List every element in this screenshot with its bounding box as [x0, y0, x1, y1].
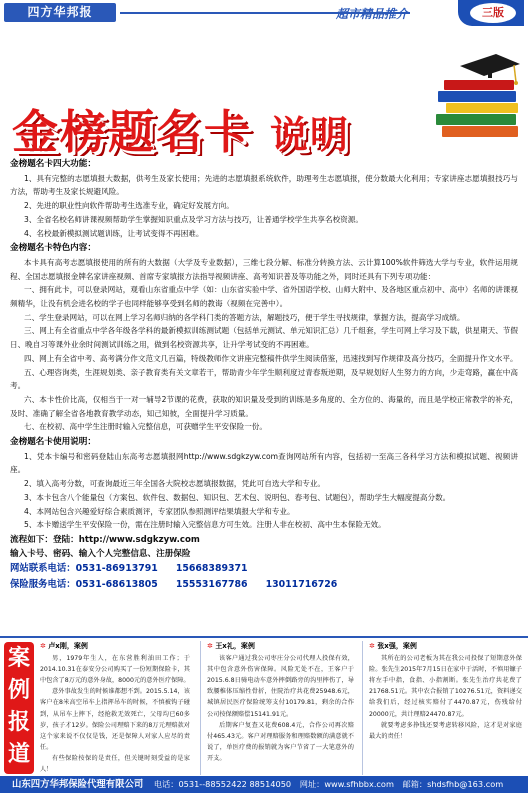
paragraph: 一、拥有此卡，可以登录网站，观看山东省重点中学（如：山东省实验中学、省外国语学校、山师大附中、及各地区重点初中、高中）名师的讲课视频精华，让没有机会进名校的学子也同样能够享受到名师的教诲（视频在完善中）。	[10, 285, 518, 309]
company-name: 山东四方华邦保险代理有限公司	[12, 779, 144, 790]
headline	[12, 96, 350, 156]
case-title: 王x礼，案例	[215, 642, 255, 650]
paragraph: 5、本卡赠送学生平安保险一份，需在注册时输入完整信息方可生效。注册人非在校初、高中生本保险无效。	[24, 520, 386, 530]
section-title: 金榜题名卡特色内容：	[10, 243, 96, 254]
paragraph: 3、全省名校名师讲课视频帮助学生掌握知识重点及学习方法与技巧，让普通学校学生共享名校资源。	[24, 214, 363, 224]
case-reports	[0, 636, 528, 776]
case-paragraph: 意外事故发生的时候谁都想不到。2015.5.14，该客户在8米高空吊车上指挥吊车的时候，不慎被钩子碰到，从吊车上摔下，经抢救无效死亡，父母均已60多岁，孩子才12岁。保险公司理赔下来的8万元理赔款对这个家来说不仅仅是钱，还是保障人对家人应尽的责任。	[40, 688, 190, 751]
paragraph: 五、心理咨询类，生涯规划类、亲子教育类有关文章若干，帮助青少年学生顺利度过青春叛逆期，及早规划好人生努力的方向，少走弯路，赢在中高考。	[10, 367, 518, 391]
phone-number[interactable]: 15553167786	[175, 579, 248, 591]
case-paragraph: 该客户通过我公司枣庄分公司代理人投保有效，其中包含意外伤害保障。风险无处不在，王客户于2015.6.8日骑电动车意外摔倒路旁的沟里摔伤了，导致腰椎体压缩性骨折，住院治疗共花费25948.6元，城镇居民医疗保险统筹支付10179.81，剩余的合作公司按保额赔偿15141.91元。	[207, 655, 354, 718]
headline-suffix: 说明	[270, 112, 351, 156]
paragraph: 四、网上有全省中考、高考满分作文范文几百篇，特级教师作文讲座完整稿件供学生阅读借鉴，迅速找到写作规律及高分技巧，全面提升作文水平。	[24, 353, 518, 363]
footer-phone: 电话：0531--88552422 88514050	[153, 779, 292, 789]
case-head	[369, 641, 522, 652]
section-title: 金榜题名卡使用说明：	[10, 437, 96, 448]
paragraph: 2、填入高考分数，可查询最近三年全国各大院校志愿填报数据，凭此可自选大学和专业。	[24, 479, 325, 489]
paragraph: 本卡具有高考志愿填报使用的所有的大数据（大学及专业数据），三维七段分解、标准分转换方法、云计算100%软件筛选大学与专业，软件运用规程、全国志愿填报金牌名家讲座视频、首席专家填报方法指导视频讲座、高考知识普及等功能之外，同时还具有下列专项功能：	[10, 257, 518, 281]
top-bar	[0, 0, 528, 26]
case-label-char: 报	[7, 709, 30, 735]
star-icon: ✲	[40, 642, 46, 650]
footer-bar	[0, 776, 528, 793]
paragraph: 1、具有完整的志愿填报大数据，供考生及家长使用；先进的志愿填报系统软件，助理考生志愿填报，使分数最大化利用；专家讲座志愿填报技巧与方法，帮助考生及家长规避风险。	[10, 173, 518, 197]
phone-number[interactable]: 0531-86913791	[75, 563, 158, 575]
steps-line: 输入卡号、密码、输入个人完整信息、注册保险	[10, 548, 191, 559]
case-title: 张x强，案例	[377, 642, 417, 650]
tech-phone-line	[10, 561, 518, 577]
paragraph: 2、先进的职业性向软件帮助考生选准专业，确定好发展方向。	[24, 201, 234, 211]
paragraph: 3、本卡包含八个能量包（方案包、软件包、数据包、知识包、艺术包、说明包、春考包、试题包），帮助学生大幅度提高分数。	[24, 492, 451, 502]
headline-main: 金榜题名卡	[12, 105, 252, 156]
section-title: 金榜题名卡四大功能：	[10, 159, 96, 169]
book-stack-icon	[426, 40, 522, 138]
case-reports-label	[4, 642, 34, 774]
star-icon: ✲	[369, 642, 375, 650]
insurance-phone-line	[10, 577, 518, 593]
login-label: 流程如下：登陆：	[10, 534, 79, 545]
case-label-char: 例	[7, 677, 30, 703]
case-paragraph: 其所在的公司老板为其在我公司投保了短期意外保险。张先生2015年7月15日在家中于活时，不慎用镰子将左手中指，食指、小指割断。张先生治疗共花费了21768.51元。其中农合报销了10276.51元，资料递交给我们后，经过核实赔付了4470.87元，伤残给付20000元，共计理赔24470.87元。	[369, 655, 522, 718]
paragraph: 4、本网站包含兴趣爱好综合素质测评，专家团队参照测评结果填报大学和专业。	[24, 506, 295, 516]
case-paragraph: 就要考虑多挣钱还要考虑转移风险，这才是对家庭最大的责任！	[369, 721, 522, 740]
section-usage	[10, 436, 518, 532]
tech-label: 网站联系电话：	[10, 563, 76, 575]
section-features	[10, 242, 518, 434]
case-label-char: 案	[7, 645, 30, 671]
edition-badge	[458, 0, 524, 26]
phone-number[interactable]: 15668389371	[175, 563, 248, 575]
column-name: 超市精品推介	[336, 7, 409, 21]
footer-website[interactable]: 网址：www.sfhbbx.com	[299, 779, 394, 789]
paragraph: 七、在校初、高中学生注册时输入完整信息，可获赠学生平安保险一份。	[24, 422, 267, 432]
paragraph: 三、网上有全省重点中学各年级各学科的最新模拟训练测试题（包括单元测试、单元知识汇总）几千组套，学生可网上学习及下载，供星期天、节假日、晚自习等课外业余时间测试训练之用，做到名校资源共享，让升学考试变的不再困难。	[10, 326, 518, 350]
case-item	[40, 641, 190, 775]
contact-block	[10, 534, 518, 593]
case-head	[207, 641, 354, 652]
case-head	[40, 641, 190, 652]
case-paragraph: 有些保险按保的是责任，但关键时刻受益的是家人！	[40, 754, 190, 774]
phone-number[interactable]: 0531-68613805	[75, 579, 158, 591]
case-item	[200, 641, 354, 775]
case-title: 卢x刚，案例	[48, 642, 88, 650]
case-paragraph: 男，1979年生人，在东营胜利油田工作；于2014.10.31在泰安分公司购买了一份短期保险卡，其中包含了8万元的意外身故，8000元的意外医疗保障。	[40, 655, 190, 685]
section-functions	[10, 158, 518, 240]
case-paragraph: 后期客户复查又花费608.4元，合作公司再次赔付465.43元。客户对理赔服务和理赔数额的满意就不说了，单医疗费的报销就为客户节省了一大笔意外的开支。	[207, 721, 354, 762]
paragraph: 4、名校最新模拟测试题训练，让考试变得不再困难。	[24, 228, 204, 238]
phone-number[interactable]: 13011716726	[265, 579, 338, 591]
brand-logo: 四方华邦报	[4, 3, 116, 22]
case-label-char: 道	[7, 741, 30, 767]
paragraph: 二、学生登录网站，可以在网上学习名师归纳的各学科门类的答题方法，解题技巧，便于学生寻找规律，掌握方法，提高学习成绩。	[24, 312, 465, 322]
insurance-label: 保险服务电话：	[10, 579, 76, 591]
article-body	[10, 156, 518, 593]
case-item	[362, 641, 522, 775]
paragraph: 六、本卡性价比高，仅相当于一对一辅导2节课的花费，获取的知识量及受到的训练是多角度的、全方位的、海量的，而且是学校正常教学的补充，及时、准确了解全省各地教育教学动态，知己知彼，全面提升学习质量。	[10, 394, 518, 418]
paragraph: 1、凭本卡编号和密码登陆山东高考志愿填报网http://www.sdgkzyw.com查询网站所有内容，包括初一至高三各科学习方法和模拟试题、视频讲座。	[10, 451, 518, 475]
login-link[interactable]: http://www.sdgkzyw.com	[78, 534, 200, 545]
footer-email[interactable]: 邮箱：shdsfhb@163.com	[402, 779, 504, 789]
login-line	[10, 534, 518, 548]
edition-label: 三版	[470, 3, 516, 23]
hero-banner	[0, 26, 528, 156]
star-icon: ✲	[207, 642, 213, 650]
